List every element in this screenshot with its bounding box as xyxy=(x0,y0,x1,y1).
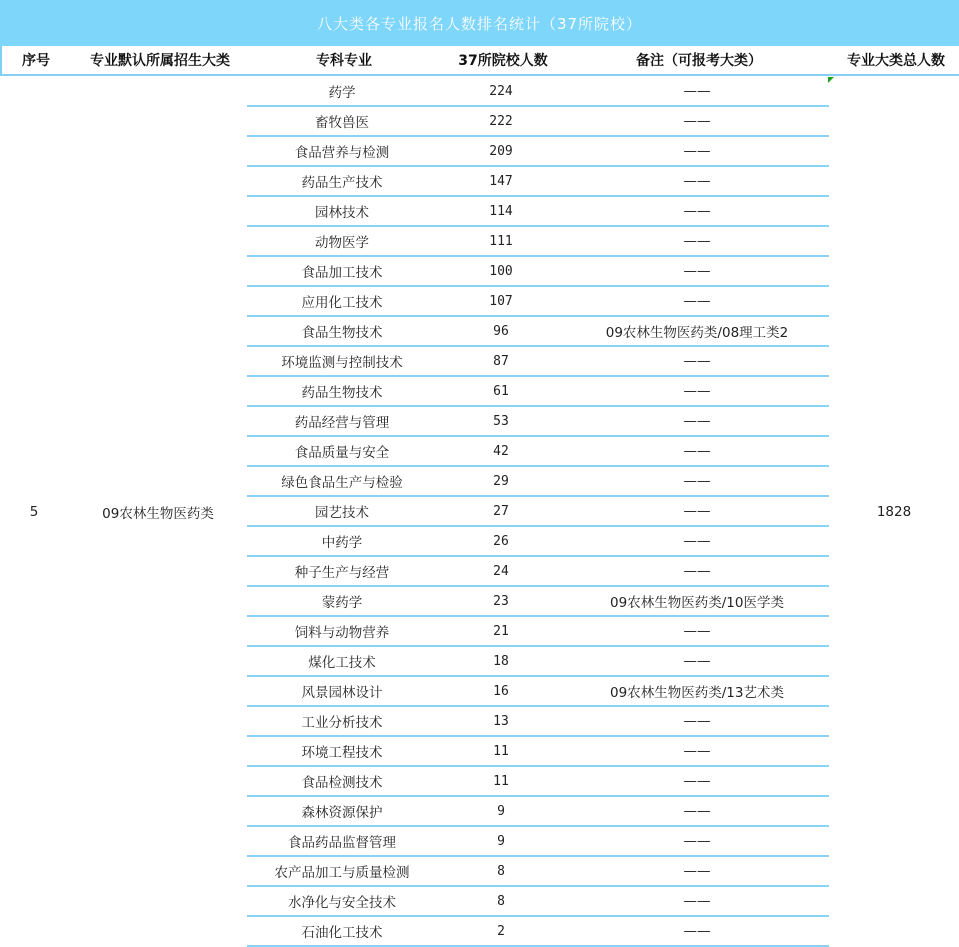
note-cell: —— xyxy=(683,503,711,519)
note-cell: —— xyxy=(683,713,711,729)
table-row xyxy=(247,827,829,857)
count-cell: 209 xyxy=(489,143,513,159)
note-cell: —— xyxy=(683,923,711,939)
table-title: 八大类各专业报名人数排名统计（37所院校） xyxy=(0,0,959,46)
count-cell: 8 xyxy=(497,893,505,909)
count-cell: 16 xyxy=(493,683,509,699)
count-cell: 114 xyxy=(489,203,513,219)
major-cell: 药品经营与管理 xyxy=(294,415,390,431)
major-cell: 食品生物技术 xyxy=(301,325,383,341)
table-row xyxy=(247,677,829,707)
major-cell: 药品生产技术 xyxy=(301,175,383,191)
count-cell: 24 xyxy=(493,563,509,579)
header-total: 专业大类总人数 xyxy=(847,53,945,69)
note-cell: —— xyxy=(683,173,711,189)
table-row xyxy=(247,437,829,467)
count-cell: 9 xyxy=(497,833,505,849)
major-cell: 农产品加工与质量检测 xyxy=(274,865,410,881)
note-cell: —— xyxy=(683,413,711,429)
note-cell: —— xyxy=(683,833,711,849)
table-row xyxy=(247,887,829,917)
note-cell: —— xyxy=(683,473,711,489)
major-cell: 食品检测技术 xyxy=(301,775,383,791)
table-row xyxy=(247,587,829,617)
count-cell: 23 xyxy=(493,593,509,609)
table-row xyxy=(247,497,829,527)
table-row xyxy=(247,407,829,437)
major-cell: 森林资源保护 xyxy=(301,805,383,821)
major-cell: 工业分析技术 xyxy=(301,715,383,731)
header-major: 专科专业 xyxy=(316,53,372,69)
major-cell: 环境监测与控制技术 xyxy=(281,355,403,371)
note-cell: —— xyxy=(683,743,711,759)
note-cell: —— xyxy=(683,83,711,99)
table-row xyxy=(247,137,829,167)
note-cell: 09农林生物医药类/13艺术类 xyxy=(610,685,784,701)
header-note: 备注（可报考大类） xyxy=(636,53,762,69)
table-row xyxy=(247,287,829,317)
major-cell: 环境工程技术 xyxy=(301,745,383,761)
note-cell: —— xyxy=(683,863,711,879)
note-cell: —— xyxy=(683,263,711,279)
count-cell: 87 xyxy=(493,353,509,369)
count-cell: 18 xyxy=(493,653,509,669)
table-row xyxy=(247,737,829,767)
note-cell: —— xyxy=(683,803,711,819)
note-cell: —— xyxy=(683,383,711,399)
note-cell: —— xyxy=(683,773,711,789)
group-index: 5 xyxy=(29,504,39,520)
major-cell: 石油化工技术 xyxy=(301,925,383,941)
count-cell: 21 xyxy=(493,623,509,639)
group-total: 1828 xyxy=(876,504,912,520)
count-cell: 224 xyxy=(489,83,513,99)
major-cell: 水净化与安全技术 xyxy=(288,895,396,911)
major-cell: 食品药品监督管理 xyxy=(288,835,396,851)
table-row xyxy=(247,857,829,887)
note-cell: —— xyxy=(683,203,711,219)
major-cell: 煤化工技术 xyxy=(308,655,376,671)
count-cell: 27 xyxy=(493,503,509,519)
note-cell: —— xyxy=(683,143,711,159)
note-cell: —— xyxy=(683,653,711,669)
note-cell: —— xyxy=(683,353,711,369)
major-cell: 食品营养与检测 xyxy=(294,145,390,161)
major-cell: 应用化工技术 xyxy=(301,295,383,311)
count-cell: 11 xyxy=(493,773,509,789)
header-count: 37所院校人数 xyxy=(458,53,548,69)
count-cell: 26 xyxy=(493,533,509,549)
table-row xyxy=(247,557,829,587)
table-row xyxy=(247,617,829,647)
count-cell: 53 xyxy=(493,413,509,429)
note-cell: —— xyxy=(683,443,711,459)
note-cell: —— xyxy=(683,233,711,249)
table-row xyxy=(247,77,829,107)
table-row xyxy=(247,347,829,377)
major-cell: 蒙药学 xyxy=(321,595,363,611)
major-cell: 食品质量与安全 xyxy=(294,445,390,461)
count-cell: 222 xyxy=(489,113,513,129)
table-row xyxy=(247,107,829,137)
major-cell: 种子生产与经营 xyxy=(294,565,390,581)
note-cell: —— xyxy=(683,293,711,309)
table-row xyxy=(247,767,829,797)
count-cell: 13 xyxy=(493,713,509,729)
major-cell: 药学 xyxy=(328,85,356,101)
note-cell: —— xyxy=(683,623,711,639)
note-cell: 09农林生物医药类/08理工类2 xyxy=(605,325,789,341)
major-cell: 食品加工技术 xyxy=(301,265,383,281)
table-row xyxy=(247,227,829,257)
note-cell: —— xyxy=(683,893,711,909)
note-cell: —— xyxy=(683,533,711,549)
major-cell: 绿色食品生产与检验 xyxy=(281,475,403,491)
count-cell: 111 xyxy=(489,233,513,249)
count-cell: 61 xyxy=(493,383,509,399)
table-row xyxy=(247,167,829,197)
count-cell: 2 xyxy=(497,923,505,939)
major-cell: 药品生物技术 xyxy=(301,385,383,401)
major-cell: 饲料与动物营养 xyxy=(294,625,390,641)
count-cell: 147 xyxy=(489,173,513,189)
major-cell: 动物医学 xyxy=(315,235,369,251)
count-cell: 8 xyxy=(497,863,505,879)
major-cell: 风景园林设计 xyxy=(301,685,383,701)
major-cell: 园艺技术 xyxy=(315,505,369,521)
table-row xyxy=(247,707,829,737)
header-category: 专业默认所属招生大类 xyxy=(90,53,230,69)
major-cell: 畜牧兽医 xyxy=(315,115,369,131)
count-cell: 96 xyxy=(493,323,509,339)
table-row xyxy=(247,317,829,347)
count-cell: 42 xyxy=(493,443,509,459)
count-cell: 100 xyxy=(489,263,513,279)
table-row xyxy=(247,377,829,407)
major-cell: 中药学 xyxy=(321,535,363,551)
table-row xyxy=(247,467,829,497)
table-row xyxy=(247,527,829,557)
note-cell: —— xyxy=(683,563,711,579)
table-row xyxy=(247,257,829,287)
note-cell: 09农林生物医药类/10医学类 xyxy=(610,595,784,611)
table-header-row xyxy=(0,46,959,76)
header-index: 序号 xyxy=(22,53,50,69)
count-cell: 9 xyxy=(497,803,505,819)
table-row xyxy=(247,917,829,947)
major-cell: 园林技术 xyxy=(315,205,369,221)
note-cell: —— xyxy=(683,113,711,129)
count-cell: 107 xyxy=(489,293,513,309)
table-row xyxy=(247,647,829,677)
group-category: 09农林生物医药类 xyxy=(102,506,214,522)
count-cell: 29 xyxy=(493,473,509,489)
table-row xyxy=(247,197,829,227)
count-cell: 11 xyxy=(493,743,509,759)
table-row xyxy=(247,797,829,827)
